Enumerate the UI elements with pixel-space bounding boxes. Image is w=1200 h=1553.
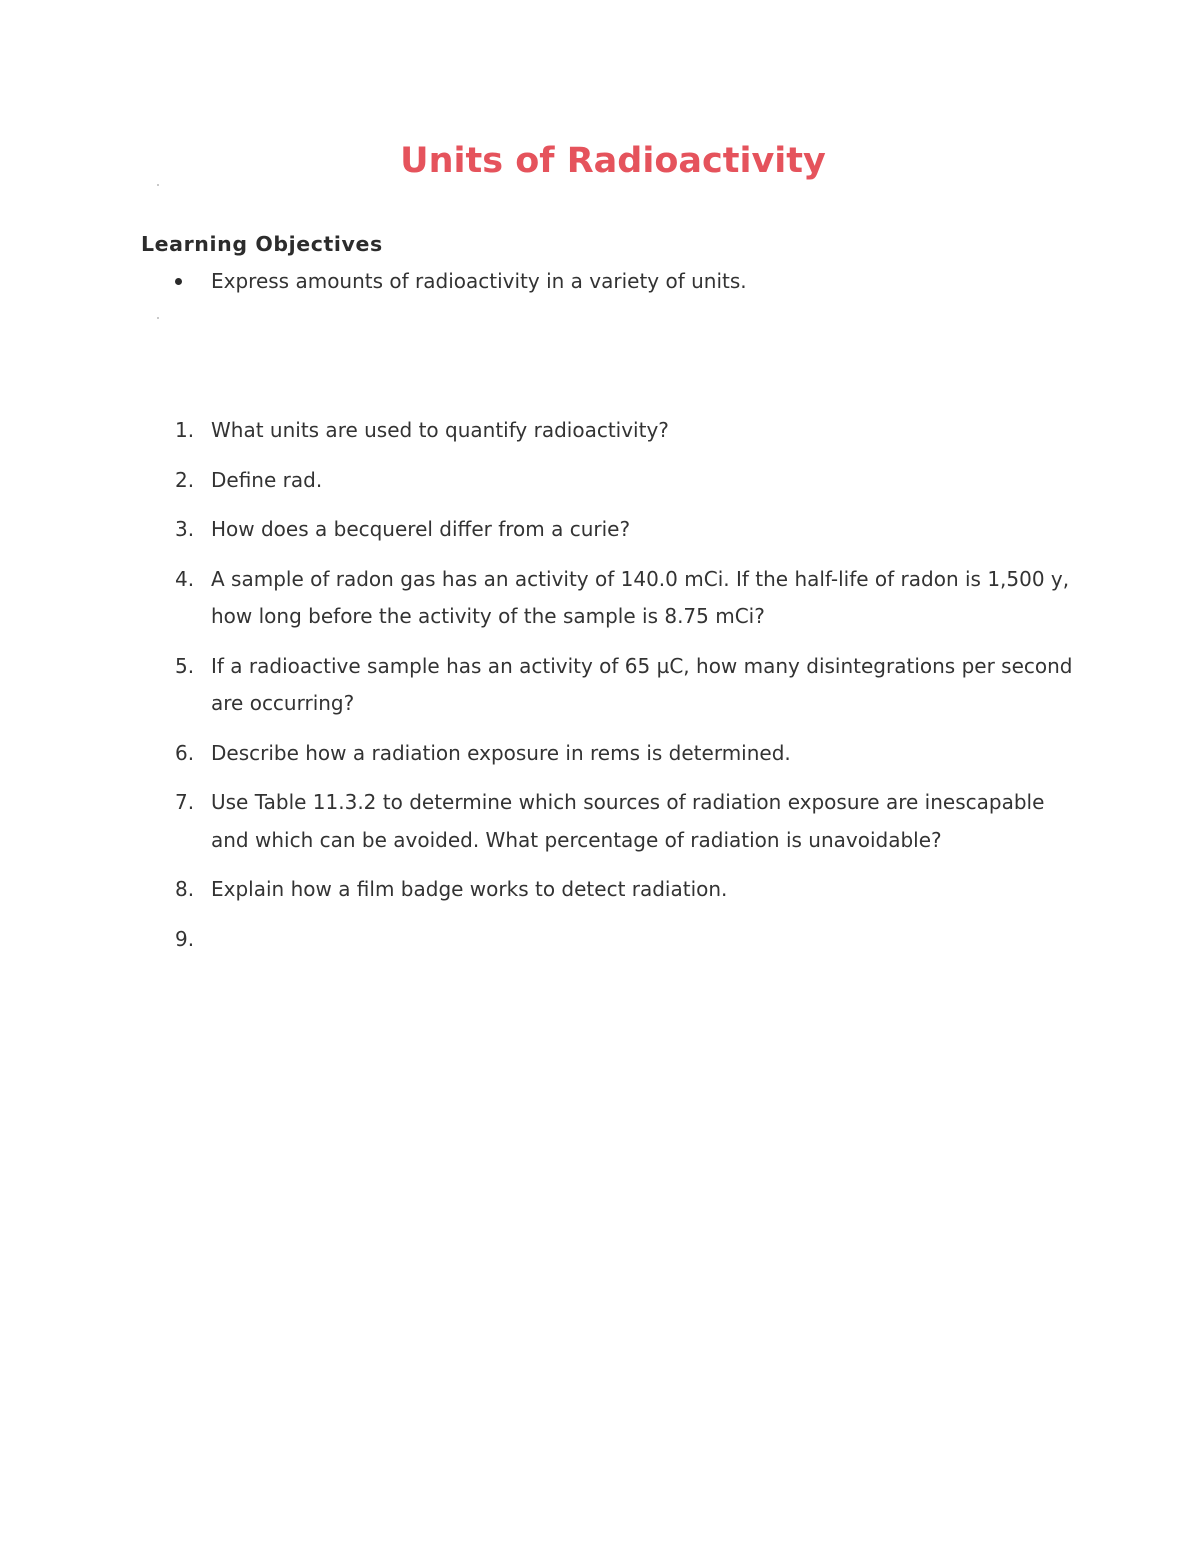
question-item xyxy=(141,511,1081,549)
question-item xyxy=(141,871,1081,909)
bullet-icon xyxy=(175,278,182,285)
question-text: Explain how a film badge works to detect radiation. xyxy=(211,877,728,901)
question-item xyxy=(141,412,1081,450)
question-text: If a radioactive sample has an activity of 65 µC, how many disintegrations per second are occurring? xyxy=(211,653,1073,715)
question-text: Use Table 11.3.2 to determine which sources of radiation exposure are inescapable and which can be avoided. What percentage of radiation is unavoidable? xyxy=(211,790,1045,852)
question-number: 5. xyxy=(175,653,195,678)
learning-objectives-list xyxy=(141,268,747,294)
learning-objectives-heading: Learning Objectives xyxy=(141,232,383,256)
list-item xyxy=(141,268,747,294)
question-number: 7. xyxy=(175,790,195,814)
question-number: 4. xyxy=(175,566,195,591)
stray-mark xyxy=(157,184,159,186)
stray-mark xyxy=(157,317,159,319)
question-item xyxy=(141,561,1081,636)
question-number: 6. xyxy=(175,740,195,765)
question-item xyxy=(141,784,1081,859)
question-number: 2. xyxy=(175,467,195,492)
question-text: How does a becquerel differ from a curie? xyxy=(211,517,631,541)
question-item xyxy=(141,462,1081,500)
question-number: 9. xyxy=(175,926,195,951)
question-text: Describe how a radiation exposure in rems is determined. xyxy=(211,740,791,765)
question-item xyxy=(141,648,1081,723)
page-title: Units of Radioactivity xyxy=(400,141,826,181)
questions-list xyxy=(141,412,1081,951)
question-number: 3. xyxy=(175,517,195,541)
objective-text: Express amounts of radioactivity in a variety of units. xyxy=(211,269,747,293)
question-item xyxy=(141,735,1081,773)
question-text: Define rad. xyxy=(211,467,323,492)
question-number: 1. xyxy=(175,418,195,442)
question-number: 8. xyxy=(175,877,195,901)
question-text: What units are used to quantify radioactivity? xyxy=(211,418,669,442)
question-text: A sample of radon gas has an activity of 140.0 mCi. If the half-life of radon is 1,500 y, how long before the activity of the sample is 8.75 mCi? xyxy=(211,566,1070,628)
